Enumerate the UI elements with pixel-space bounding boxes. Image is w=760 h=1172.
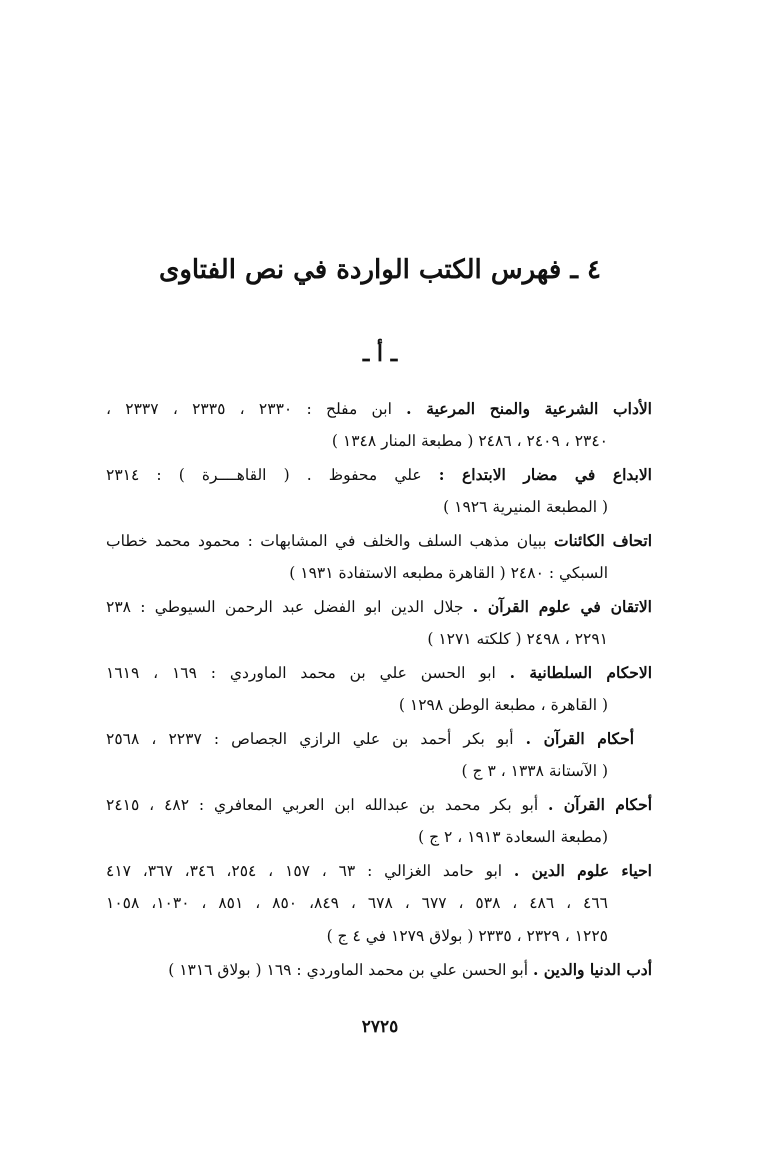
entry-first-line (106, 854, 652, 887)
entry-first-line (106, 722, 652, 755)
entry-first-line (106, 524, 652, 557)
entry-details: أبو الحسن علي بن محمد الماوردي : ١٦٩ ( بولاق ١٣١٦ ) (168, 961, 533, 979)
index-entry (106, 854, 652, 953)
book-title: الاتقان في علوم القرآن . (472, 597, 652, 616)
index-entry (106, 656, 652, 722)
entry-details: ابو حامد الغزالي : ٦٣ ، ١٥٧ ، ٢٥٤، ٣٤٦، ٣٦٧، ٤١٧ (106, 862, 514, 880)
entry-first-line (106, 458, 652, 491)
book-title: الابداع في مضار الابتداع : (438, 465, 652, 484)
book-title: الاحكام السلطانية . (509, 663, 652, 682)
index-entry (106, 524, 652, 590)
index-entry (106, 590, 652, 656)
entry-continuation: ٢٢٩١ ، ٢٤٩٨ ( كلكته ١٢٧١ ) (427, 630, 608, 648)
page-number: ٢٧٢٥ (361, 1017, 399, 1037)
chapter-title: ٤ ـ فهرس الكتب الواردة في نص الفتاوى (158, 255, 602, 285)
index-entries (106, 392, 652, 986)
entry-continuation: ٢٣٤٠ ، ٢٤٠٩ ، ٢٤٨٦ ( مطبعة المنار ١٣٤٨ ) (331, 432, 608, 450)
entry-first-line (106, 392, 652, 425)
book-title: أحكام القرآن . (548, 795, 652, 814)
entry-details: ابن مفلح : ٢٣٣٠ ، ٢٣٣٥ ، ٢٣٣٧ ، (106, 400, 407, 418)
entry-continuation: ( القاهرة ، مطبعة الوطن ١٢٩٨ ) (398, 696, 608, 714)
entry-details: أبو بكر أحمد بن علي الرازي الجصاص : ٢٢٣٧ ، ٢٥٦٨ (106, 730, 526, 748)
index-entry (106, 458, 652, 524)
entry-first-line (106, 656, 652, 689)
index-entry (106, 392, 652, 458)
entry-continuation: ( المطبعة المنيرية ١٩٢٦ ) (443, 498, 608, 516)
entry-first-line (106, 788, 652, 821)
index-entry (106, 953, 652, 986)
entry-first-line (106, 590, 652, 623)
book-title: احياء علوم الدين . (513, 861, 652, 880)
index-entry (106, 788, 652, 854)
entry-continuation: ( الآستانة ١٣٣٨ ، ٣ ج ) (461, 762, 608, 780)
entry-continuation: ٤٦٦ ، ٤٨٦ ، ٥٣٨ ، ٦٧٧ ، ٦٧٨ ، ٨٤٩، ٨٥٠ ، ٨٥١ ، ١٠٣٠، ١٠٥٨ (106, 894, 608, 912)
entry-details: ببيان مذهب السلف والخلف في المشابهات : محمود محمد خطاب (106, 532, 555, 550)
entry-continuation: (مطبعة السعادة ١٩١٣ ، ٢ ج ) (418, 828, 608, 846)
entry-details: أبو بكر محمد بن عبدالله ابن العربي المعافري : ٤٨٢ ، ٢٤١٥ (106, 796, 549, 814)
entry-continuation: ١٢٢٥ ، ٢٣٢٩ ، ٢٣٣٥ ( بولاق ١٢٧٩ في ٤ ج ) (326, 927, 608, 945)
entry-continuation: السبكي : ٢٤٨٠ ( القاهرة مطبعه الاستفادة ١٩٣١ ) (289, 564, 608, 582)
index-entry (106, 722, 652, 788)
entry-details: جلال الدين ابو الفضل عبد الرحمن السيوطي : ٢٣٨ (106, 598, 473, 616)
book-title: أحكام القرآن . (525, 729, 634, 748)
entry-first-line (106, 953, 652, 986)
entry-details: ابو الحسن علي بن محمد الماوردي : ١٦٩ ، ١٦١٩ (106, 664, 510, 682)
book-title: الأداب الشرعية والمنح المرعية . (406, 399, 652, 418)
book-title: اتحاف الكائنات (554, 531, 652, 550)
entry-details: علي محفوظ . ( القاهــــرة ) : ٢٣١٤ (106, 466, 439, 484)
section-letter: ـ أ ـ (362, 341, 398, 367)
book-title: أدب الدنيا والدين . (532, 960, 652, 979)
